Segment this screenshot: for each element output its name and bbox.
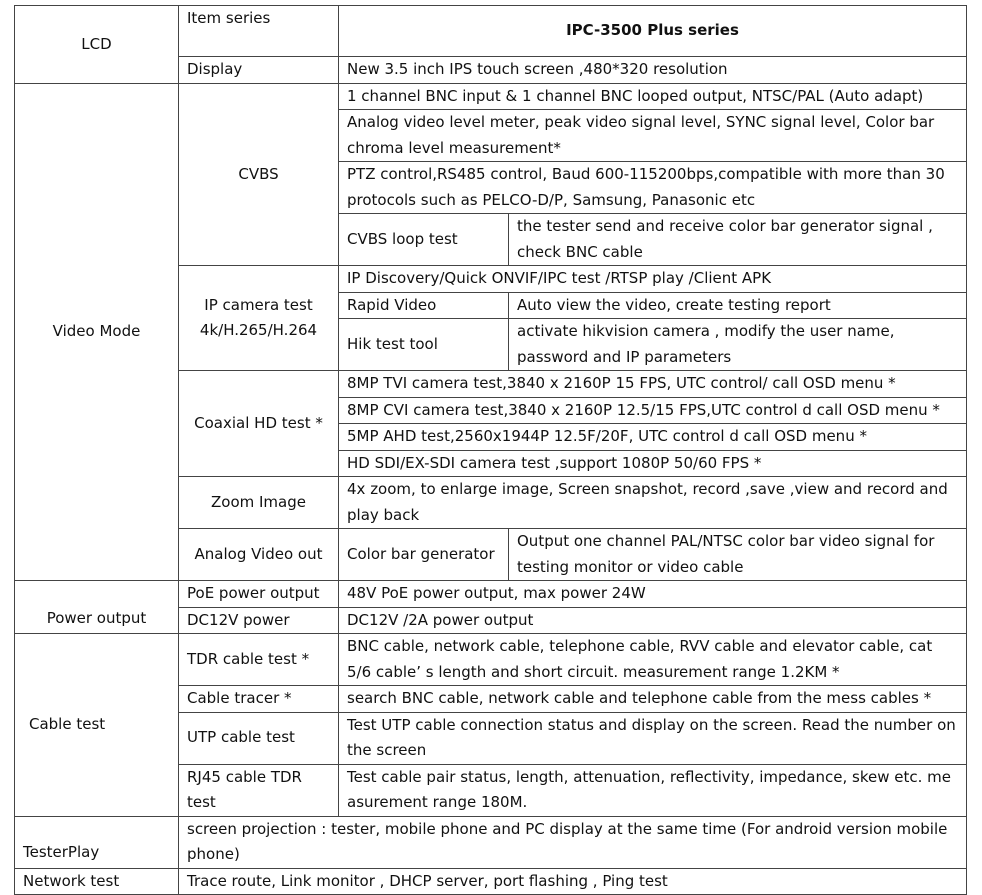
cvbs-label: CVBS [179, 83, 339, 266]
rj45-value: Test cable pair status, length, attenuation, reflectivity, impedance, skew etc. me asurement range 180M. [339, 764, 967, 816]
cvbs-loop-label: CVBS loop test [339, 214, 509, 266]
category-network: Network test [15, 868, 179, 895]
rapid-video-label: Rapid Video [339, 292, 509, 319]
ip-label: IP camera test 4k/H.265/H.264 [179, 266, 339, 371]
category-testerplay: TesterPlay [15, 816, 179, 868]
zoom-value: 4x zoom, to enlarge image, Screen snapshot, record ,save ,view and record and play back [339, 477, 967, 529]
hik-tool-label: Hik test tool [339, 319, 509, 371]
rj45-label: RJ45 cable TDR test [179, 764, 339, 816]
ip-row-1: IP Discovery/Quick ONVIF/IPC test /RTSP play /Client APK [339, 266, 967, 293]
rapid-video-value: Auto view the video, create testing report [509, 292, 967, 319]
display-label: Display [179, 57, 339, 84]
hik-tool-value: activate hikvision camera , modify the user name, password and IP parameters [509, 319, 967, 371]
coax-row-2: 8MP CVI camera test,3840 x 2160P 12.5/15 FPS,UTC control d call OSD menu * [339, 397, 967, 424]
cvbs-row-2: Analog video level meter, peak video signal level, SYNC signal level, Color bar chroma level measurement* [339, 110, 967, 162]
coaxial-label: Coaxial HD test * [179, 371, 339, 477]
category-analog-out: Analog Video out [179, 529, 339, 581]
network-value: Trace route, Link monitor , DHCP server, port flashing , Ping test [179, 868, 967, 895]
poe-value: 48V PoE power output, max power 24W [339, 581, 967, 608]
coax-row-3: 5MP AHD test,2560x1944P 12.5F/20F, UTC control d call OSD menu * [339, 424, 967, 451]
row-cvbs-1 [15, 83, 967, 110]
item-series-label: Item series [179, 6, 339, 57]
utp-value: Test UTP cable connection status and display on the screen. Read the number on the screen [339, 712, 967, 764]
cvbs-loop-value: the tester send and receive color bar generator signal , check BNC cable [509, 214, 967, 266]
tdr-value: BNC cable, network cable, telephone cable, RVV cable and elevator cable, cat 5/6 cable’ s length and short circuit. measurement range 1.2KM * [339, 634, 967, 686]
dc-value: DC12V /2A power output [339, 607, 967, 634]
category-video-mode: Video Mode [15, 83, 179, 581]
color-bar-label: Color bar generator [339, 529, 509, 581]
dc-label: DC12V power [179, 607, 339, 634]
coax-row-1: 8MP TVI camera test,3840 x 2160P 15 FPS, UTC control/ call OSD menu * [339, 371, 967, 398]
display-value: New 3.5 inch IPS touch screen ,480*320 resolution [339, 57, 967, 84]
tdr-label: TDR cable test * [179, 634, 339, 686]
cvbs-row-3: PTZ control,RS485 control, Baud 600-115200bps,compatible with more than 30 protocols such as PELCO-D/P, Samsung, Panasonic etc [339, 162, 967, 214]
row-poe [15, 581, 967, 608]
row-testerplay [15, 816, 967, 868]
category-cable: Cable test [15, 634, 179, 817]
color-bar-value: Output one channel PAL/NTSC color bar video signal for testing monitor or video cable [509, 529, 967, 581]
zoom-label: Zoom Image [179, 477, 339, 529]
coax-row-4: HD SDI/EX-SDI camera test ,support 1080P 50/60 FPS * [339, 450, 967, 477]
spec-table [14, 5, 967, 895]
cvbs-row-1: 1 channel BNC input & 1 channel BNC looped output, NTSC/PAL (Auto adapt) [339, 83, 967, 110]
tracer-label: Cable tracer * [179, 686, 339, 713]
series-title: IPC-3500 Plus series [339, 6, 967, 57]
category-lcd: LCD [15, 6, 179, 84]
testerplay-value: screen projection : tester, mobile phone and PC display at the same time (For android version mobile phone) [179, 816, 967, 868]
tracer-value: search BNC cable, network cable and telephone cable from the mess cables * [339, 686, 967, 713]
category-power: Power output [15, 581, 179, 634]
row-item-series [15, 6, 967, 32]
utp-label: UTP cable test [179, 712, 339, 764]
row-tdr [15, 634, 967, 686]
row-network [15, 868, 967, 895]
poe-label: PoE power output [179, 581, 339, 608]
